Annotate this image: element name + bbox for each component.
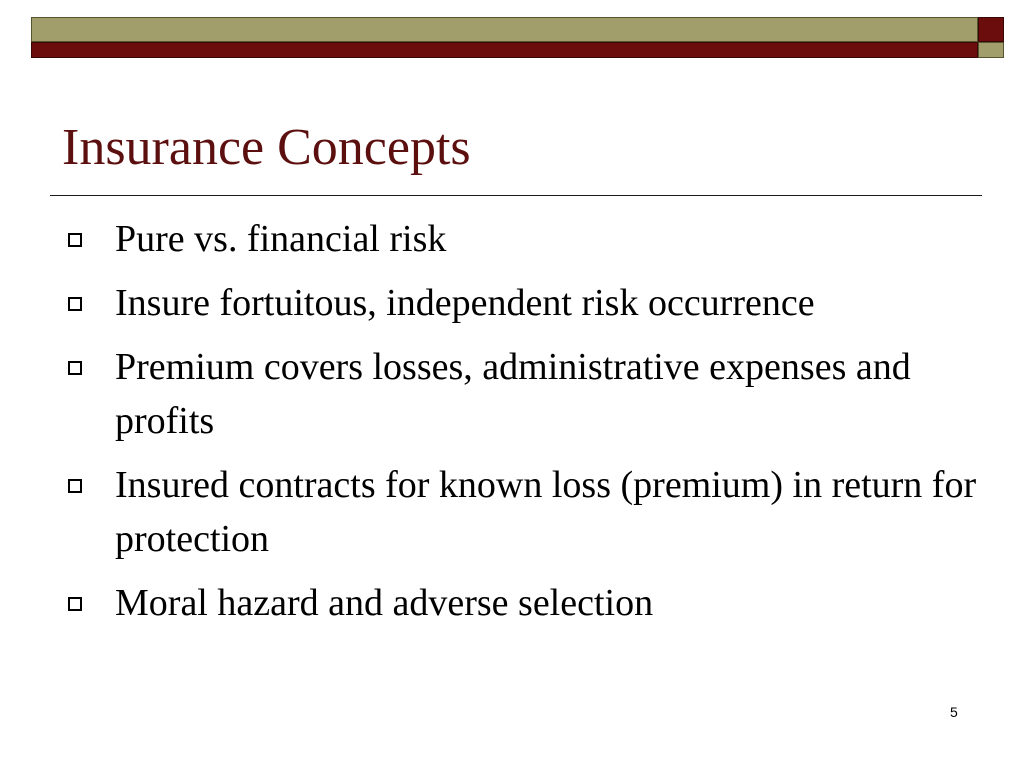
bullet-item <box>62 212 982 266</box>
slide-title: Insurance Concepts <box>62 119 471 176</box>
hollow-square-bullet-icon <box>68 297 82 311</box>
bullet-text: Insured contracts for known loss (premium) in return for protection <box>115 464 977 560</box>
hollow-square-bullet-icon <box>68 597 82 611</box>
bullet-item <box>62 276 982 330</box>
page-number: 5 <box>950 704 958 720</box>
bullet-list <box>62 212 982 640</box>
bullet-text: Insure fortuitous, independent risk occurrence <box>115 282 815 324</box>
bullet-text: Moral hazard and adverse selection <box>115 582 654 624</box>
header-square-olive <box>978 42 1004 58</box>
title-divider <box>50 195 982 196</box>
header-square-maroon <box>978 17 1004 42</box>
bullet-item <box>62 340 982 448</box>
header-bar-olive <box>31 17 978 42</box>
hollow-square-bullet-icon <box>68 479 82 493</box>
header-bar-maroon <box>31 42 978 58</box>
bullet-item <box>62 458 982 566</box>
hollow-square-bullet-icon <box>68 361 82 375</box>
bullet-text: Pure vs. financial risk <box>115 218 447 260</box>
bullet-item <box>62 576 982 630</box>
bullet-text: Premium covers losses, administrative expenses and profits <box>115 346 911 442</box>
hollow-square-bullet-icon <box>68 233 82 247</box>
